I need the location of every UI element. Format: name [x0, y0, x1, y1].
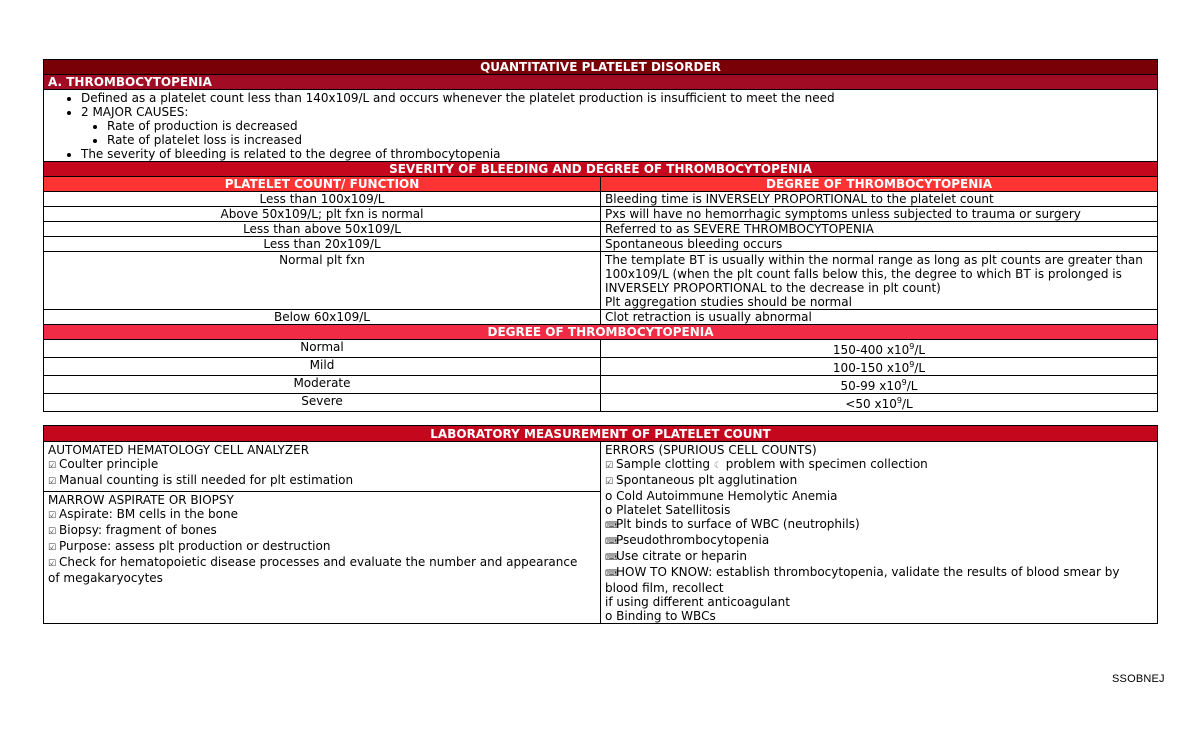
list-item: ☑ Coulter principle	[48, 457, 159, 471]
checkbox-icon: ☑	[48, 477, 57, 487]
bullet-severity: • The severity of bleeding is related to the degree of thrombocytopenia	[81, 147, 1153, 161]
bullet-causes	[81, 105, 1153, 147]
list-item-continued: blood film, recollect	[605, 581, 724, 595]
list-item: ⌨HOW TO KNOW: establish thrombocytopenia, validate the results of blood smear by	[605, 565, 1120, 579]
degree-cell: Bleeding time is INVERSELY PROPORTIONAL to the platelet count	[601, 192, 1158, 207]
list-item: ☑ Sample clotting ☾ problem with specimen collection	[605, 457, 928, 471]
degree-heading: DEGREE OF THROMBOCYTOPENIA	[44, 325, 1158, 340]
page-title: QUANTITATIVE PLATELET DISORDER	[44, 60, 1158, 75]
thrombocytopenia-table	[43, 59, 1158, 412]
degree-cell	[601, 252, 1158, 310]
arrow-icon: ☾	[713, 461, 722, 471]
keyboard-icon: ⌨	[605, 521, 618, 531]
checkbox-icon: ☑	[605, 461, 614, 471]
keyboard-icon: ⌨	[605, 569, 618, 579]
keyboard-icon: ⌨	[605, 537, 618, 547]
checkbox-icon: ☑	[48, 543, 57, 554]
degree-row	[44, 376, 1158, 394]
list-item: ☑ Purpose: assess plt production or destruction	[48, 539, 331, 554]
col-header-count: PLATELET COUNT/ FUNCTION	[44, 177, 601, 192]
degree-line: Plt aggregation studies should be normal	[605, 295, 852, 309]
degree-label: Moderate	[44, 376, 601, 394]
bullet-causes-label: 2 MAJOR CAUSES:	[81, 105, 189, 119]
count-cell: Above 50x109/L; plt fxn is normal	[44, 207, 601, 222]
severity-row	[44, 252, 1158, 310]
automated-title: AUTOMATED HEMATOLOGY CELL ANALYZER	[48, 443, 310, 457]
automated-analyzer-cell	[44, 442, 601, 492]
degree-row	[44, 394, 1158, 412]
list-item: ☑ Manual counting is still needed for plt estimation	[48, 473, 354, 487]
main-document	[43, 59, 1157, 412]
bullet-cause-loss: • Rate of platelet loss is increased	[107, 133, 1153, 147]
count-cell: Normal plt fxn	[44, 252, 601, 310]
degree-range: <50 $x10^9/L$	[601, 394, 1158, 412]
list-item: o Platelet Satellitosis	[605, 503, 731, 517]
checkbox-icon: ☑	[605, 477, 614, 487]
degree-label: Normal	[44, 340, 601, 358]
count-cell: Less than above 50x109/L	[44, 222, 601, 237]
footer-signature: SSOBNEJ	[1112, 673, 1165, 685]
degree-line: The template BT is usually within the normal range as long as plt counts are greater than	[605, 253, 1143, 267]
list-item: o Cold Autoimmune Hemolytic Anemia	[605, 489, 838, 503]
list-item: o Binding to WBCs	[605, 609, 716, 623]
list-item-continued: if using different anticoagulant	[605, 595, 790, 609]
severity-heading: SEVERITY OF BLEEDING AND DEGREE OF THROMBOCYTOPENIA	[44, 162, 1158, 177]
errors-title: ERRORS (SPURIOUS CELL COUNTS)	[605, 443, 817, 457]
lab-measurement-table	[43, 425, 1158, 624]
severity-row	[44, 310, 1158, 325]
lab-measurement-section	[43, 425, 1157, 624]
keyboard-icon: ⌨	[605, 553, 618, 563]
degree-line: INVERSELY PROPORTIONAL to the decrease in plt count)	[605, 281, 941, 295]
list-item: ⌨Plt binds to surface of WBC (neutrophils)	[605, 517, 860, 531]
degree-line: 100x109/L (when the plt count falls below this, the degree to which BT is prolonged is	[605, 267, 1122, 281]
marrow-title: MARROW ASPIRATE OR BIOPSY	[48, 493, 234, 508]
degree-cell: Referred to as SEVERE THROMBOCYTOPENIA	[601, 222, 1158, 237]
bullet-cause-production: • Rate of production is decreased	[107, 119, 1153, 133]
section-heading: A. THROMBOCYTOPENIA	[44, 75, 1158, 90]
degree-label: Mild	[44, 358, 601, 376]
degree-label: Severe	[44, 394, 601, 412]
count-cell: Less than 100x109/L	[44, 192, 601, 207]
list-item: ☑ Spontaneous plt agglutination	[605, 473, 798, 487]
degree-row	[44, 340, 1158, 358]
col-header-degree: DEGREE OF THROMBOCYTOPENIA	[601, 177, 1158, 192]
checkbox-icon: ☑	[48, 511, 57, 522]
degree-range: 100-150 $x10^9/L$	[601, 358, 1158, 376]
list-item-continued: of megakaryocytes	[48, 571, 163, 586]
checkbox-icon: ☑	[48, 461, 57, 471]
checkbox-icon: ☑	[48, 559, 57, 570]
degree-range: 150-400 $x10^9/L$	[601, 340, 1158, 358]
count-cell: Below 60x109/L	[44, 310, 601, 325]
lab-heading: LABORATORY MEASUREMENT OF PLATELET COUNT	[44, 426, 1158, 442]
severity-row	[44, 207, 1158, 222]
degree-cell: Clot retraction is usually abnormal	[601, 310, 1158, 325]
bullet-definition: • Defined as a platelet count less than 140x109/L and occurs whenever the platelet production is insufficient to meet the need	[81, 91, 1153, 105]
definition-bullets	[44, 90, 1158, 162]
degree-cell: Pxs will have no hemorrhagic symptoms unless subjected to trauma or surgery	[601, 207, 1158, 222]
marrow-biopsy-cell	[44, 492, 601, 624]
list-item: ☑ Check for hematopoietic disease processes and evaluate the number and appearance	[48, 555, 578, 570]
list-item: ☑ Aspirate: BM cells in the bone	[48, 507, 238, 522]
errors-cell	[601, 442, 1158, 624]
list-item: ⌨Pseudothrombocytopenia	[605, 533, 770, 547]
checkbox-icon: ☑	[48, 527, 57, 538]
degree-row	[44, 358, 1158, 376]
degree-cell: Spontaneous bleeding occurs	[601, 237, 1158, 252]
severity-row	[44, 237, 1158, 252]
list-item: ⌨Use citrate or heparin	[605, 549, 747, 563]
severity-row	[44, 222, 1158, 237]
degree-range: 50-99 $x10^9/L$	[601, 376, 1158, 394]
list-item: ☑ Biopsy: fragment of bones	[48, 523, 217, 538]
severity-row	[44, 192, 1158, 207]
count-cell: Less than 20x109/L	[44, 237, 601, 252]
